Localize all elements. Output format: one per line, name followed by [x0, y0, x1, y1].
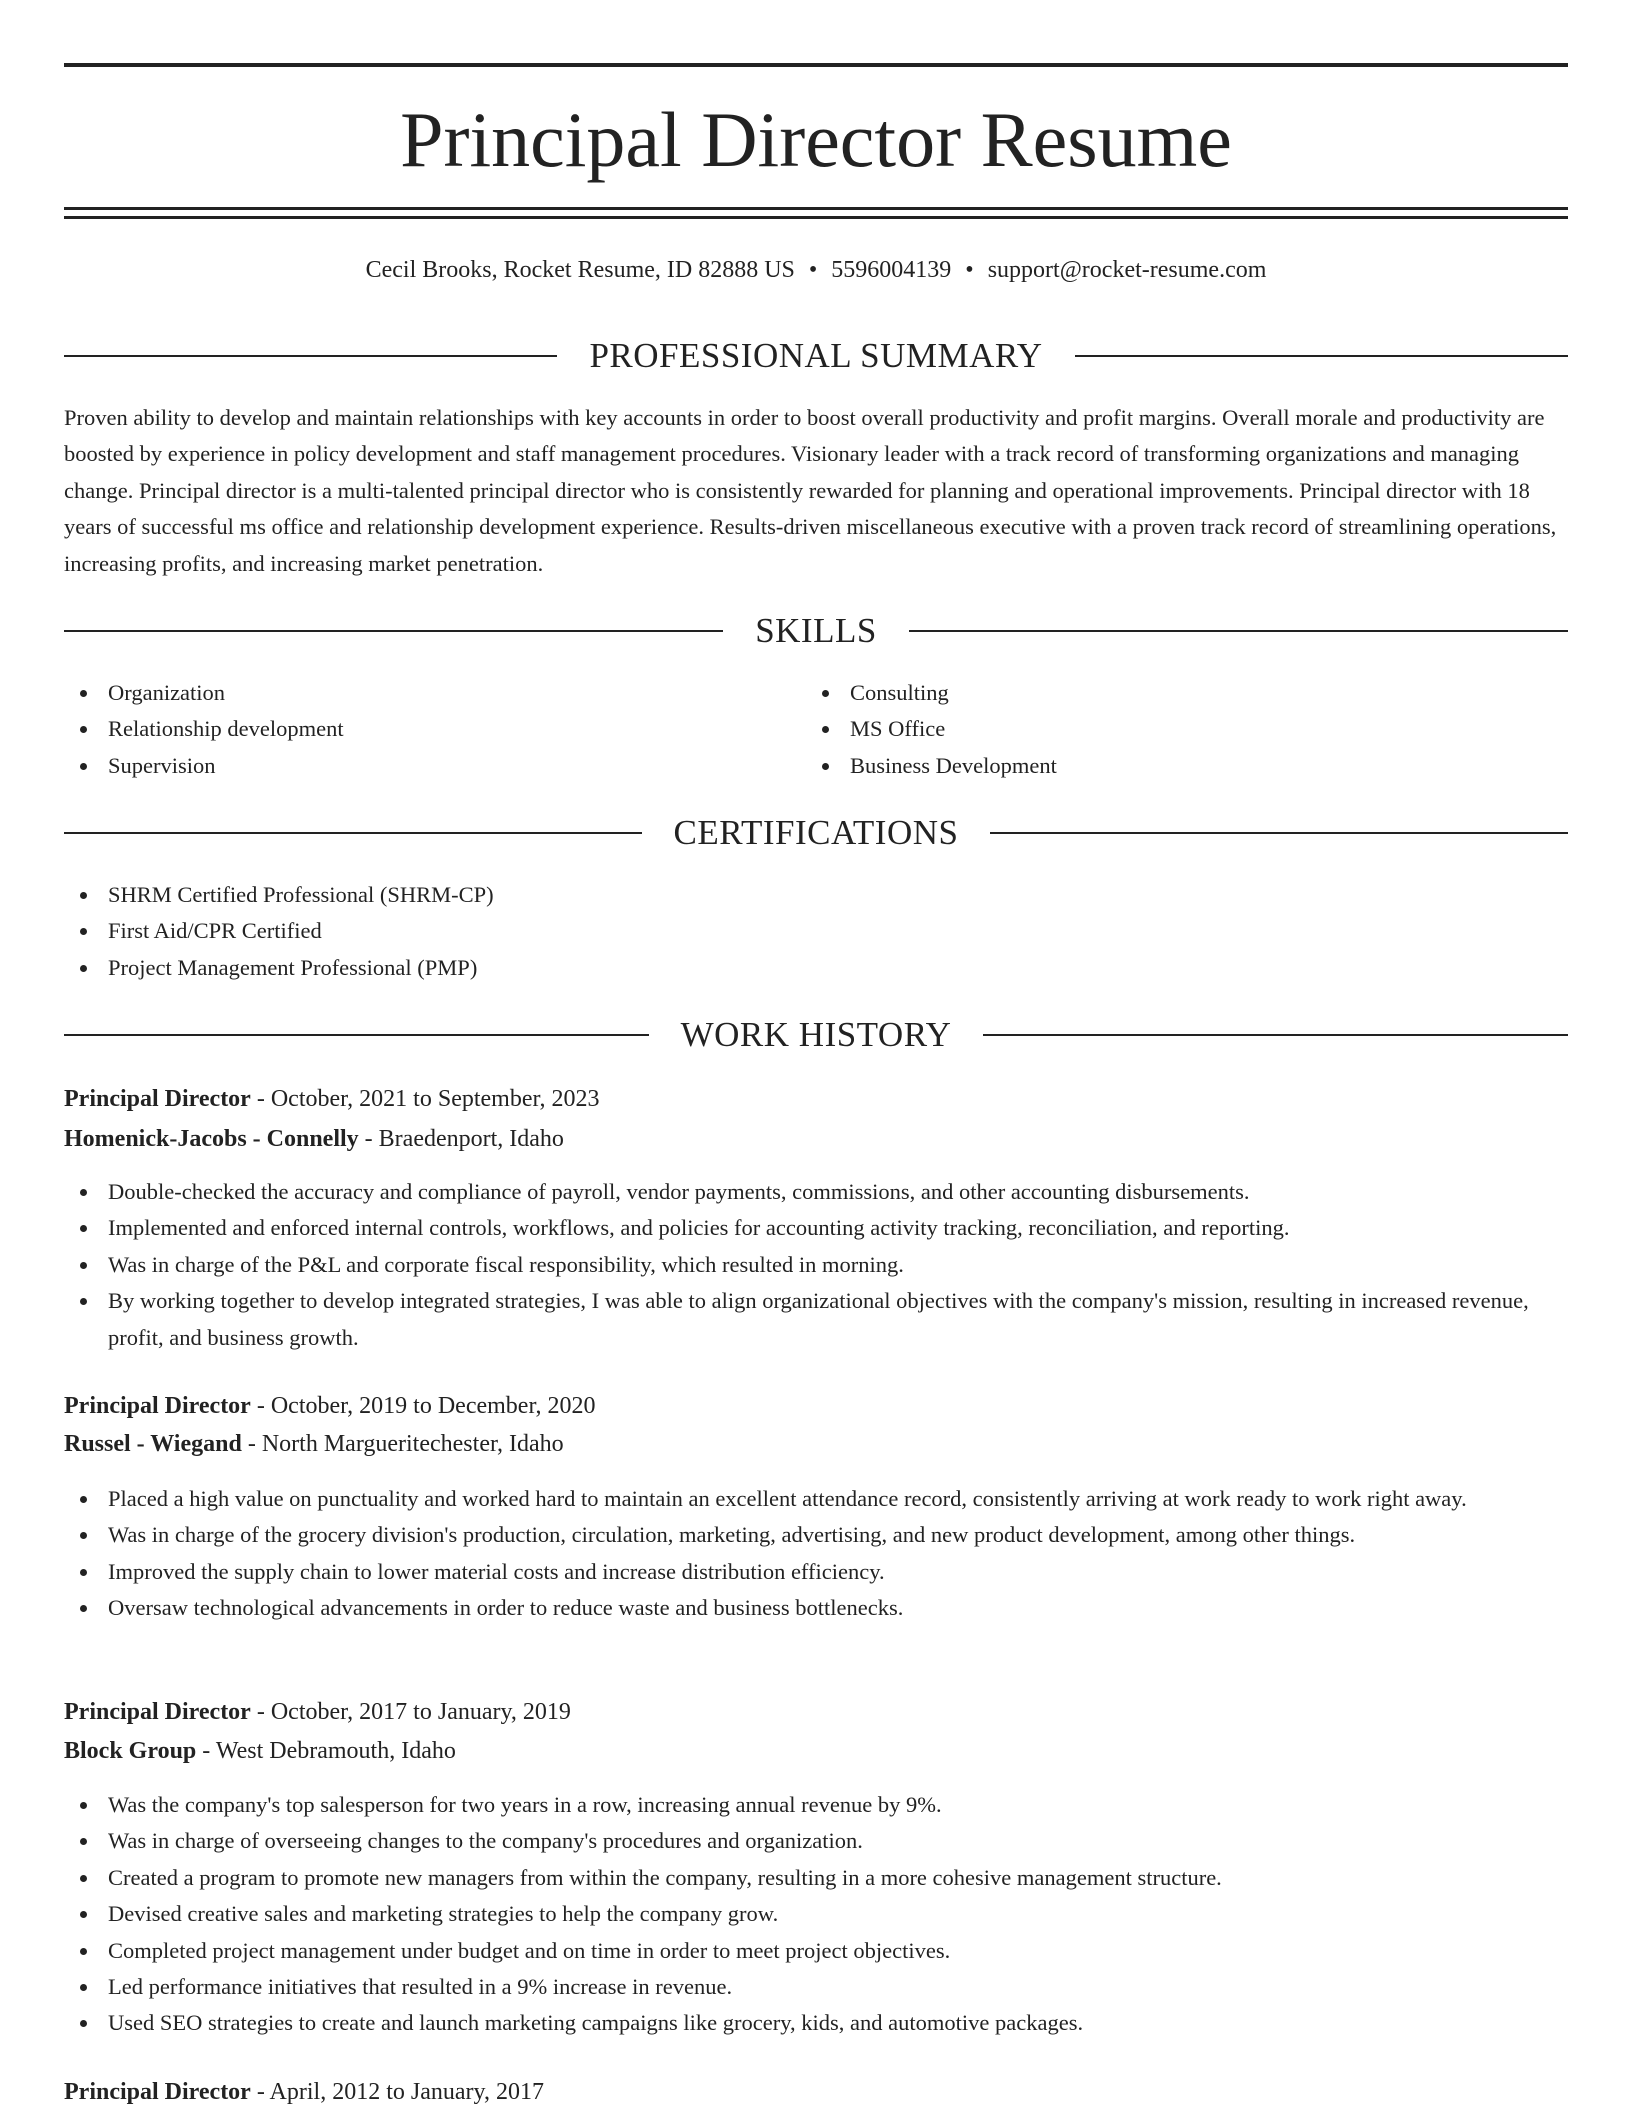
job-location: Braedenport, Idaho — [378, 1126, 564, 1152]
contact-separator: • — [965, 257, 974, 283]
job-bullet: Improved the supply chain to lower material costs and increase distribution efficiency. — [64, 1554, 1568, 1590]
skill-item: Relationship development — [64, 711, 804, 747]
job-bullet: Led performance initiatives that resulted in a 9% increase in revenue. — [64, 1969, 1568, 2005]
job-title: Principal Director — [64, 1699, 251, 1725]
heading-rule — [64, 355, 557, 357]
job-company: Block Group — [64, 1738, 197, 1764]
section-title: CERTIFICATIONS — [673, 813, 959, 852]
job-bullet: Was the company's top salesperson for two years in a row, increasing annual revenue by 9%. — [64, 1787, 1568, 1823]
job-title-line — [64, 1387, 1568, 1425]
top-rule — [64, 63, 1568, 67]
contact-line — [64, 254, 1568, 286]
job-location: West Debramouth, Idaho — [215, 1738, 456, 1764]
skill-item: Organization — [64, 675, 804, 711]
job-dates: October, 2017 to January, 2019 — [270, 1699, 571, 1725]
job-title: Principal Director — [64, 1393, 251, 1419]
job-title-line — [64, 1693, 1568, 1731]
job-bullet: Created a program to promote new managers from within the company, resulting in a more cohesive management structure. — [64, 1860, 1568, 1896]
job-title-line — [64, 1080, 1568, 1118]
job-bullet: Completed project management under budget and on time in order to meet project objectives. — [64, 1933, 1568, 1969]
job-bullet: Used SEO strategies to create and launch marketing campaigns like grocery, kids, and automotive packages. — [64, 2005, 1568, 2041]
section-heading-work-history — [64, 1013, 1568, 1057]
section-heading-summary — [64, 334, 1568, 378]
heading-rule — [64, 1034, 649, 1036]
job-title-line — [64, 2073, 1568, 2111]
job-bullets — [64, 1174, 1568, 1356]
job-bullet: Double-checked the accuracy and compliance of payroll, vendor payments, commissions, and other accounting disbursements. — [64, 1174, 1568, 1210]
section-heading-skills — [64, 609, 1568, 653]
section-title: SKILLS — [755, 611, 877, 650]
job-bullets — [64, 1787, 1568, 2042]
section-title: WORK HISTORY — [680, 1015, 952, 1054]
job-company-line — [64, 1425, 1568, 1463]
certifications-list — [64, 877, 1568, 986]
job-title: Principal Director — [64, 1086, 251, 1112]
job-bullet: Implemented and enforced internal controls, workflows, and policies for accounting activity tracking, reconciliation, and reporting. — [64, 1210, 1568, 1246]
contact-phone: 5596004139 — [831, 257, 952, 283]
dash: - — [256, 1699, 265, 1725]
certification-item: Project Management Professional (PMP) — [64, 950, 1568, 986]
job-dates: October, 2019 to December, 2020 — [270, 1393, 596, 1419]
job-bullet: By working together to develop integrated strategies, I was able to align organizational objectives with the company's mission, resulting in increased revenue, profit, and business growth. — [64, 1283, 1568, 1356]
job-company: Homenick-Jacobs - Connelly — [64, 1126, 359, 1152]
dash: - — [247, 1431, 256, 1457]
heading-rule — [64, 832, 642, 834]
job-company: Russel - Wiegand — [64, 1431, 242, 1457]
job-bullet: Was in charge of the grocery division's production, circulation, marketing, advertising, and new product development, among other things. — [64, 1517, 1568, 1553]
job-dates: April, 2012 to January, 2017 — [269, 2079, 544, 2105]
dash: - — [364, 1126, 373, 1152]
skills-list — [64, 675, 804, 784]
title-rule-lower — [64, 216, 1568, 219]
dash: - — [256, 1393, 265, 1419]
skill-item: Business Development — [806, 748, 1546, 784]
summary-paragraph: Proven ability to develop and maintain relationships with key accounts in order to boost overall productivity and profit margins. Overall morale and productivity are boosted by experience in policy development and staff management procedures. Visionary leader with a track record of transforming organizations and managing change. Principal director is a multi-talented principal director who is consistently rewarded for planning and operational improvements. Principal director with 18 years of successful ms office and relationship development experience. Results-driven miscellaneous executive with a proven track record of streamlining operations, increasing profits, and increasing market penetration. — [64, 405, 1557, 576]
job-bullet: Oversaw technological advancements in order to reduce waste and business bottlenecks. — [64, 1590, 1568, 1626]
job-company-line — [64, 1120, 1568, 1158]
contact-email: support@rocket-resume.com — [987, 257, 1267, 283]
job-bullet: Devised creative sales and marketing strategies to help the company grow. — [64, 1896, 1568, 1932]
heading-rule — [983, 1034, 1568, 1036]
job-bullets — [64, 1481, 1568, 1627]
heading-rule — [990, 832, 1568, 834]
dash: - — [202, 1738, 211, 1764]
heading-rule — [909, 630, 1568, 632]
skills-list — [806, 675, 1546, 784]
job-dates: October, 2021 to September, 2023 — [270, 1086, 600, 1112]
job-bullet: Placed a high value on punctuality and worked hard to maintain an excellent attendance record, consistently arriving at work ready to work right away. — [64, 1481, 1568, 1517]
dash: - — [256, 1086, 265, 1112]
heading-rule — [1075, 355, 1568, 357]
job-company-line — [64, 1732, 1568, 1770]
skill-item: Consulting — [806, 675, 1546, 711]
resume-title: Principal Director Resume — [400, 96, 1232, 183]
section-title: PROFESSIONAL SUMMARY — [589, 336, 1043, 375]
certification-item: First Aid/CPR Certified — [64, 913, 1568, 949]
skill-item: Supervision — [64, 748, 804, 784]
dash: - — [256, 2079, 265, 2105]
skills-column-right — [806, 675, 1546, 784]
section-heading-certifications — [64, 811, 1568, 855]
job-location: North Margueritechester, Idaho — [261, 1431, 564, 1457]
skill-item: MS Office — [806, 711, 1546, 747]
contact-separator: • — [808, 257, 818, 283]
job-bullet: Was in charge of overseeing changes to the company's procedures and organization. — [64, 1823, 1568, 1859]
job-bullet: Was in charge of the P&L and corporate fiscal responsibility, which resulted in morning. — [64, 1247, 1568, 1283]
contact-address: Cecil Brooks, Rocket Resume, ID 82888 US — [365, 257, 795, 283]
job-title: Principal Director — [64, 2079, 251, 2105]
title-rule-upper — [64, 207, 1568, 210]
heading-rule — [64, 630, 723, 632]
skills-column-left — [64, 675, 804, 784]
certification-item: SHRM Certified Professional (SHRM-CP) — [64, 877, 1568, 913]
